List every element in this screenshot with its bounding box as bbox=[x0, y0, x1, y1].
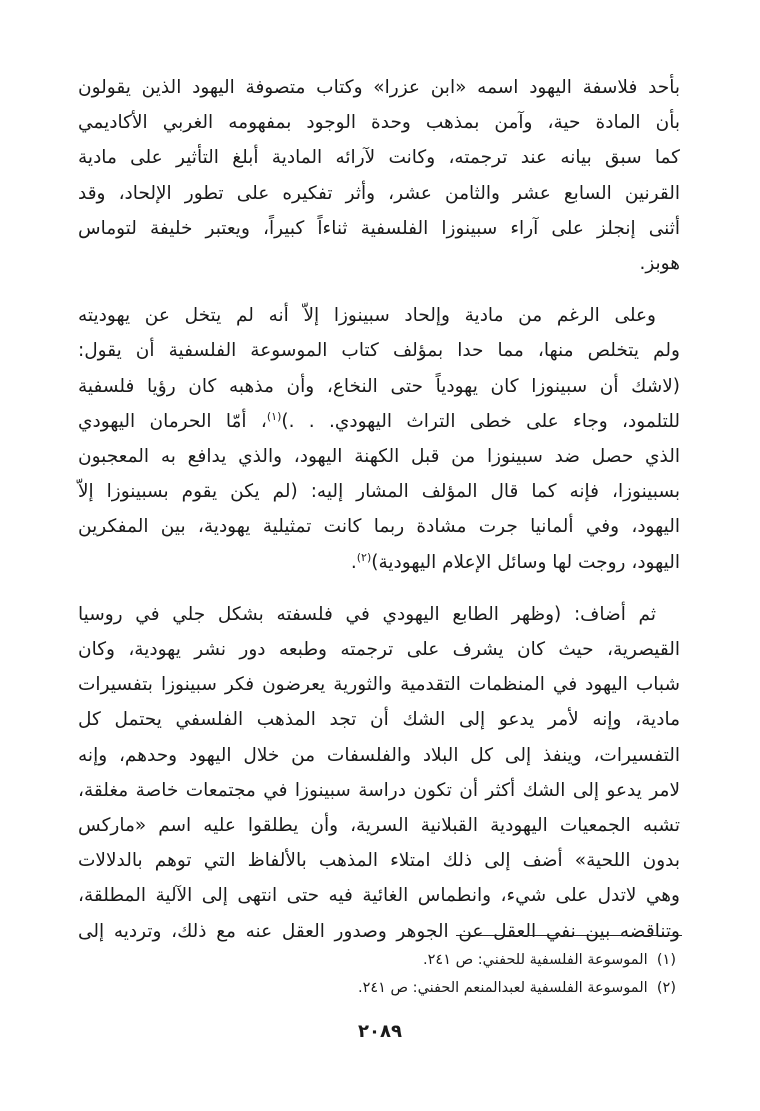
footnotes bbox=[156, 946, 676, 1002]
text-line: ولم يتخلص منها، مما حدا بمؤلف كتاب الموسوعة الفلسفية أن يقول: bbox=[78, 340, 680, 362]
text-line: لامر يدعو إلى الشك أكثر أن تكون دراسة سبينوزا في مجتمعات خاصة مغلقة، bbox=[78, 779, 680, 801]
text-segment: . bbox=[350, 551, 357, 573]
footnote-marker: (٢) bbox=[656, 980, 676, 996]
footnote-2 bbox=[156, 974, 676, 1002]
text-line: بسبينوزا، فإنه كما قال المؤلف المشار إليه: (لم يكن يقوم بسبينوزا إلاّ bbox=[78, 481, 680, 503]
text-line: القيصرية، حيث كان يشرف على ترجمته وطبعه دور نشر يهودية، وكان bbox=[78, 639, 680, 661]
footnote-text: الموسوعة الفلسفية لعبدالمنعم الحفني: ص ٢٤١. bbox=[357, 980, 648, 996]
paragraph-3 bbox=[78, 597, 680, 949]
page-body bbox=[78, 70, 680, 949]
text-line: تشبه الجمعيات اليهودية القبلانية السرية، وأن يطلقوا عليه اسم «ماركس bbox=[78, 815, 680, 837]
text-line: بدون اللحية» أضف إلى ذلك امتلاء المذهب بالألفاظ التي توهم بالدلالات bbox=[78, 850, 680, 872]
text-line: وعلى الرغم من مادية وإلحاد سبينوزا إلاّ أنه لم يتخل عن يهوديته bbox=[78, 305, 656, 327]
text-line: ثم أضاف: (وظهر الطابع اليهودي في فلسفته بشكل جلي في روسيا bbox=[78, 603, 656, 625]
text-line: (لاشك أن سبينوزا كان يهودياً حتى النخاع، وأن مذهبه كان رؤيا فلسفية bbox=[78, 375, 680, 397]
footnote-text: الموسوعة الفلسفية للحفني: ص ٢٤١. bbox=[423, 952, 648, 968]
text-line: كما سبق بيانه عند ترجمته، وكانت لآرائه المادية أبلغ التأثير على مادية bbox=[78, 147, 680, 169]
text-line: الذي حصل ضد سبينوزا من قبل الكهنة اليهود، والذي يدافع به المعجبون bbox=[78, 446, 680, 468]
text-line: وتناقضه بين نفي العقل عن الجوهر وصدور العقل عنه مع ذلك، وترديه إلى bbox=[78, 920, 680, 942]
text-line-with-footnote bbox=[78, 545, 680, 580]
text-line: بأن المادة حية، وآمن بمذهب وحدة الوجود بمفهومه الغربي الأكاديمي bbox=[78, 112, 680, 134]
text-line: بأحد فلاسفة اليهود اسمه «ابن عزرا» وكتاب متصوفة اليهود الذين يقولون bbox=[78, 77, 680, 98]
footnote-marker: (١) bbox=[656, 952, 676, 968]
text-line: شباب اليهود في المنظمات التقدمية والثورية يعرضون فكر سبينوزا بتفسيرات bbox=[78, 674, 680, 696]
footnote-ref-1: (١) bbox=[266, 409, 282, 423]
text-line-with-footnote bbox=[78, 404, 680, 439]
text-line: مادية، وإنه لأمر يدعو إلى الشك أن تجد المذهب الفلسفي يحتمل كل bbox=[78, 709, 680, 731]
paragraph-2 bbox=[78, 298, 680, 580]
page-number: ٢٠٨٩ bbox=[358, 1021, 402, 1042]
footnote-1 bbox=[156, 946, 676, 974]
text-line: هوبز. bbox=[639, 253, 680, 275]
paragraph-1 bbox=[78, 70, 680, 281]
text-line: القرنين السابع عشر والثامن عشر، وأثر تفكيره على تطور الإلحاد، وقد bbox=[78, 182, 680, 204]
text-line: اليهود، وفي ألمانيا جرت مشادة ربما كانت تمثيلية يهودية، بين المفكرين bbox=[78, 516, 680, 538]
text-line: أثنى إنجلز على آراء سبينوزا الفلسفية ثناءاً كبيراً، ويعتبر خليفة لتوماس bbox=[78, 217, 680, 239]
footnote-divider bbox=[456, 935, 682, 936]
text-line: التفسيرات، وينفذ إلى كل البلاد والفلسفات من خلال اليهود وحدهم، وإنه bbox=[78, 744, 680, 766]
text-segment: ، أمّا الحرمان اليهودي bbox=[78, 410, 267, 432]
text-line: وهي لاتدل على شيء، وانطماس الغائية فيه حتى انتهى إلى الآلية المطلقة، bbox=[78, 885, 680, 907]
footnote-ref-2: (٢) bbox=[356, 550, 372, 564]
text-segment: للتلمود، وجاء على خطى التراث اليهودي. . .) bbox=[281, 410, 680, 432]
text-segment: اليهود، روجت لها وسائل الإعلام اليهودية) bbox=[371, 551, 680, 573]
